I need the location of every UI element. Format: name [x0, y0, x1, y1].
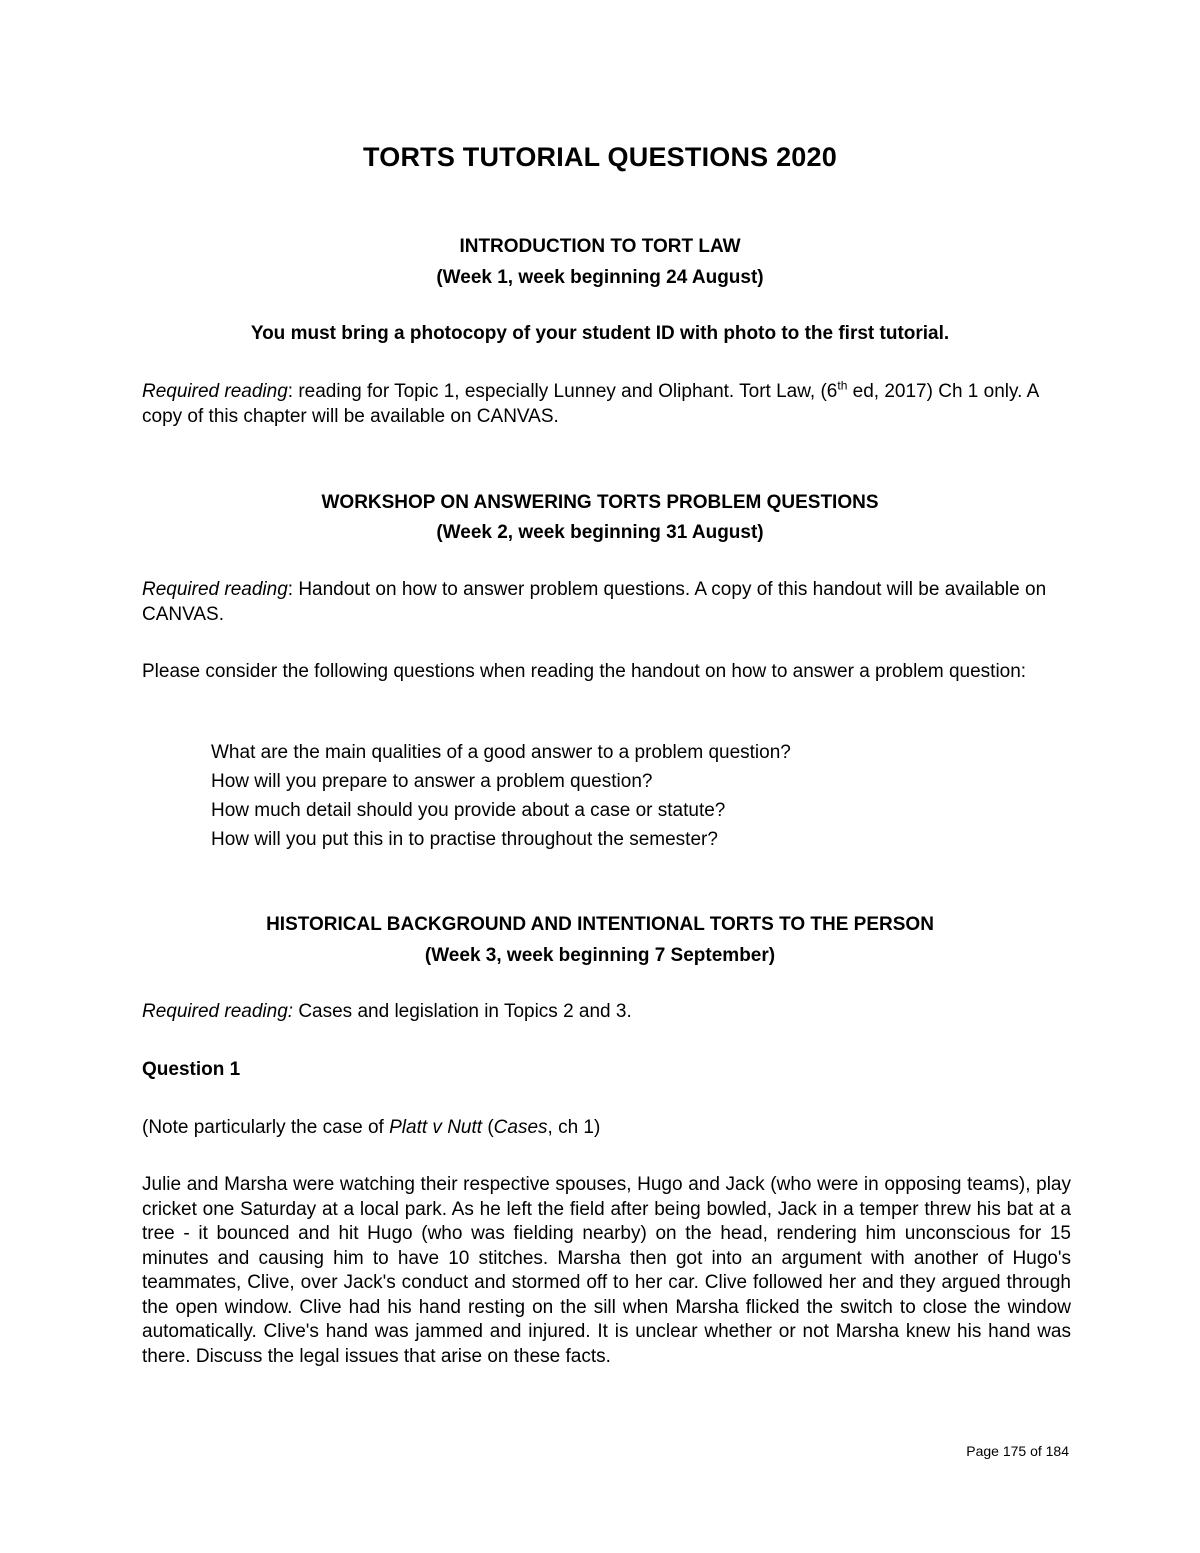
section1-notice: You must bring a photocopy of your student ID with photo to the first tutorial. [250, 323, 950, 344]
reading-label: Required reading [142, 381, 288, 402]
section3-reading: Required reading: Cases and legislation in Topics 2 and 3. [142, 1001, 632, 1022]
list-item: How much detail should you provide about a case or statute? [211, 800, 726, 821]
section3-heading: HISTORICAL BACKGROUND AND INTENTIONAL TORTS TO THE PERSON [266, 914, 934, 935]
casebook-name: Cases [493, 1117, 548, 1138]
question-note: (Note particularly the case of Platt v Nutt (Cases, ch 1) [142, 1117, 601, 1138]
question-facts: Julie and Marsha were watching their respective spouses, Hugo and Jack (who were in opposing teams), play cricket one Saturday at a local park. As he left the field after being bowled, Jack in a temper threw his bat at a tree - it bounced and hit Hugo (who was fielding nearby) on the head, rendering him unconscious for 15 minutes and causing him to have 10 stitches. Marsha then got into an argument with another of Hugo's teammates, Clive, over Jack's conduct and stormed off to her car. Clive followed her and they argued through the open window. Clive had his hand resting on the sill when Marsha flicked the switch to close the window automatically. Clive's hand was jammed and injured. It is unclear whether or not Marsha knew his hand was there. Discuss the legal issues that arise on these facts. [142, 1174, 1071, 1367]
list-item: How will you prepare to answer a problem question? [211, 771, 653, 792]
section2-intro: Please consider the following questions when reading the handout on how to answer a problem question: [142, 661, 1027, 682]
list-item: How will you put this in to practise throughout the semester? [211, 829, 718, 850]
case-name: Platt v Nutt [389, 1117, 483, 1138]
section2-subheading: (Week 2, week beginning 31 August) [436, 522, 764, 543]
question-list [211, 738, 1111, 854]
reading-label: Required reading [142, 579, 288, 600]
section2-reading: Required reading: Handout on how to answer problem questions. A copy of this handout will be available on CANVAS. [142, 579, 1047, 625]
section2-heading: WORKSHOP ON ANSWERING TORTS PROBLEM QUESTIONS [321, 492, 879, 513]
section1-heading: INTRODUCTION TO TORT LAW [459, 236, 741, 257]
question-heading: Question 1 [142, 1059, 241, 1080]
reading-label: Required reading: [142, 1001, 294, 1022]
section1-subheading: (Week 1, week beginning 24 August) [436, 267, 764, 288]
page-number: Page 175 of 184 [966, 1443, 1069, 1459]
section3-subheading: (Week 3, week beginning 7 September) [424, 945, 776, 966]
list-item: What are the main qualities of a good answer to a problem question? [211, 742, 791, 763]
page-title: TORTS TUTORIAL QUESTIONS 2020 [363, 142, 837, 172]
section1-reading: Required reading: reading for Topic 1, especially Lunney and Oliphant. Tort Law, (6th ed, 2017) Ch 1 only. A copy of this chapter will be available on CANVAS. [142, 378, 1039, 427]
